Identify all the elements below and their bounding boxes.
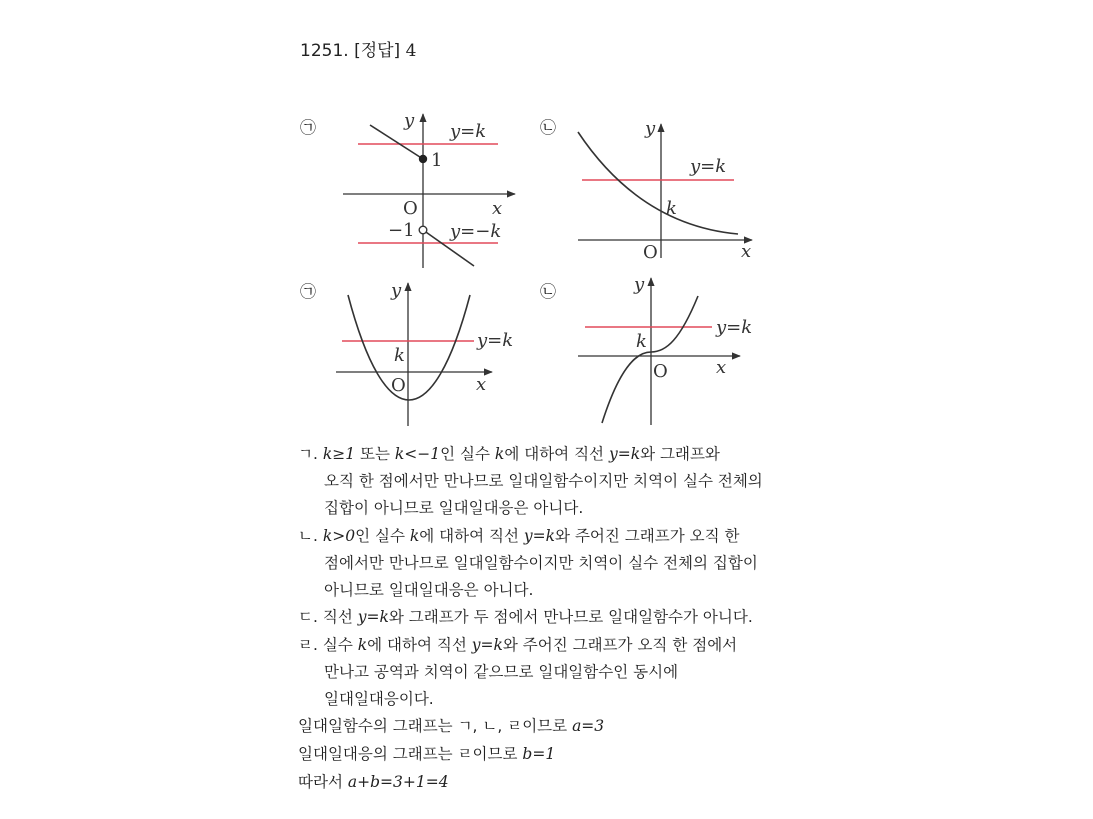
math: y=k	[357, 608, 389, 626]
g3-y-label: y	[391, 280, 402, 301]
solution-b-line-1	[298, 522, 739, 550]
summary-line-1	[298, 712, 604, 740]
g1-y-label: y	[404, 110, 415, 131]
solution-a-line-3: 집합이 아니므로 일대일대응은 아니다.	[324, 499, 584, 517]
g4-line-label: y=k	[716, 317, 753, 338]
graph-marker-1: ㉠	[300, 118, 317, 137]
math: a+b=3+1=4	[347, 773, 449, 791]
g1-open-point	[419, 226, 427, 234]
text: 실수	[322, 636, 358, 654]
text: 인 실수	[440, 445, 495, 463]
g4-curve	[602, 296, 698, 423]
text: 일대일대응의 그래프는 ㄹ이므로	[298, 745, 523, 763]
g2-line-label: y=k	[690, 156, 727, 177]
g4-k-label: k	[636, 331, 647, 352]
text: 일대일함수의 그래프는 ㄱ, ㄴ, ㄹ이므로	[298, 717, 573, 735]
math: k	[409, 527, 420, 545]
math: k>0	[322, 527, 356, 545]
math: k≥1	[322, 445, 356, 463]
math: y=k	[608, 445, 641, 463]
text: 또는	[355, 445, 395, 463]
g3-line-label: y=k	[477, 330, 514, 351]
graph-4	[578, 274, 752, 425]
g1-origin: O	[403, 198, 418, 219]
g1-point-closed-label: 1	[431, 150, 443, 171]
g4-y-label: y	[634, 274, 645, 295]
summary-line-3	[298, 768, 449, 796]
graph-3	[336, 280, 513, 426]
g2-origin: O	[643, 242, 658, 263]
g2-curve	[578, 132, 738, 234]
solution-d-line-1	[298, 631, 737, 659]
answer-value: 4	[405, 41, 417, 61]
text: 따라서	[298, 773, 348, 791]
solution-c-line-1	[298, 603, 753, 631]
math: k	[357, 636, 368, 654]
solution-c-bullet: ㄷ.	[298, 608, 318, 626]
math: a=3	[572, 717, 605, 735]
text: 와 주어진 그래프가 오직 한 점에서	[502, 636, 738, 654]
graph-marker-4: ㉡	[540, 282, 557, 301]
g3-curve	[348, 295, 470, 400]
summary-line-2	[298, 740, 555, 768]
solution-d-bullet: ㄹ.	[298, 636, 318, 654]
g2-x-label: x	[741, 241, 752, 262]
g1-line1-label: y=k	[450, 121, 487, 142]
g1-point-open-label: −1	[388, 220, 415, 241]
math: k	[494, 445, 505, 463]
text: 와 주어진 그래프가 오직 한	[555, 527, 740, 545]
problem-number: 1251.	[300, 41, 349, 61]
g1-x-label: x	[492, 198, 503, 219]
g3-k-label: k	[394, 345, 405, 366]
graph-marker-3: ㉠	[300, 282, 317, 301]
answer-bracket: [정답]	[354, 41, 401, 61]
g2-y-label: y	[645, 118, 656, 139]
g3-x-label: x	[476, 374, 487, 395]
text: 인 실수	[355, 527, 410, 545]
solution-b-bullet: ㄴ.	[298, 527, 318, 545]
g2-k-label: k	[666, 198, 677, 219]
text: 에 대하여 직선	[419, 527, 524, 545]
math: y=k	[523, 527, 556, 545]
text: 에 대하여 직선	[367, 636, 472, 654]
text: 에 대하여 직선	[504, 445, 609, 463]
text: 직선	[322, 608, 358, 626]
g1-line2-label: y=−k	[450, 221, 502, 242]
solution-b-line-3: 아니므로 일대일대응은 아니다.	[324, 581, 534, 599]
graph-1	[343, 110, 515, 268]
text: 와 그래프와	[640, 445, 720, 463]
g1-closed-point	[419, 155, 427, 163]
g3-origin: O	[391, 375, 406, 396]
math: y=k	[471, 636, 503, 654]
solution-a-line-2: 오직 한 점에서만 만나므로 일대일함수이지만 치역이 실수 전체의	[324, 472, 763, 490]
solution-a-bullet: ㄱ.	[298, 445, 318, 463]
solution-a-line-1	[298, 440, 720, 468]
math: b=1	[522, 745, 556, 763]
graph-2	[578, 118, 752, 263]
text: 와 그래프가 두 점에서 만나므로 일대일함수가 아니다.	[388, 608, 753, 626]
g4-origin: O	[653, 361, 668, 382]
solution-d-line-2: 만나고 공역과 치역이 같으므로 일대일함수인 동시에	[324, 663, 679, 681]
graph-marker-2: ㉡	[540, 118, 557, 137]
g1-curve-upper	[370, 125, 423, 159]
math: k<−1	[394, 445, 441, 463]
solution-b-line-2: 점에서만 만나므로 일대일함수이지만 치역이 실수 전체의 집합이	[324, 554, 758, 572]
g4-x-label: x	[716, 357, 727, 378]
solution-d-line-3: 일대일대응이다.	[324, 690, 434, 708]
